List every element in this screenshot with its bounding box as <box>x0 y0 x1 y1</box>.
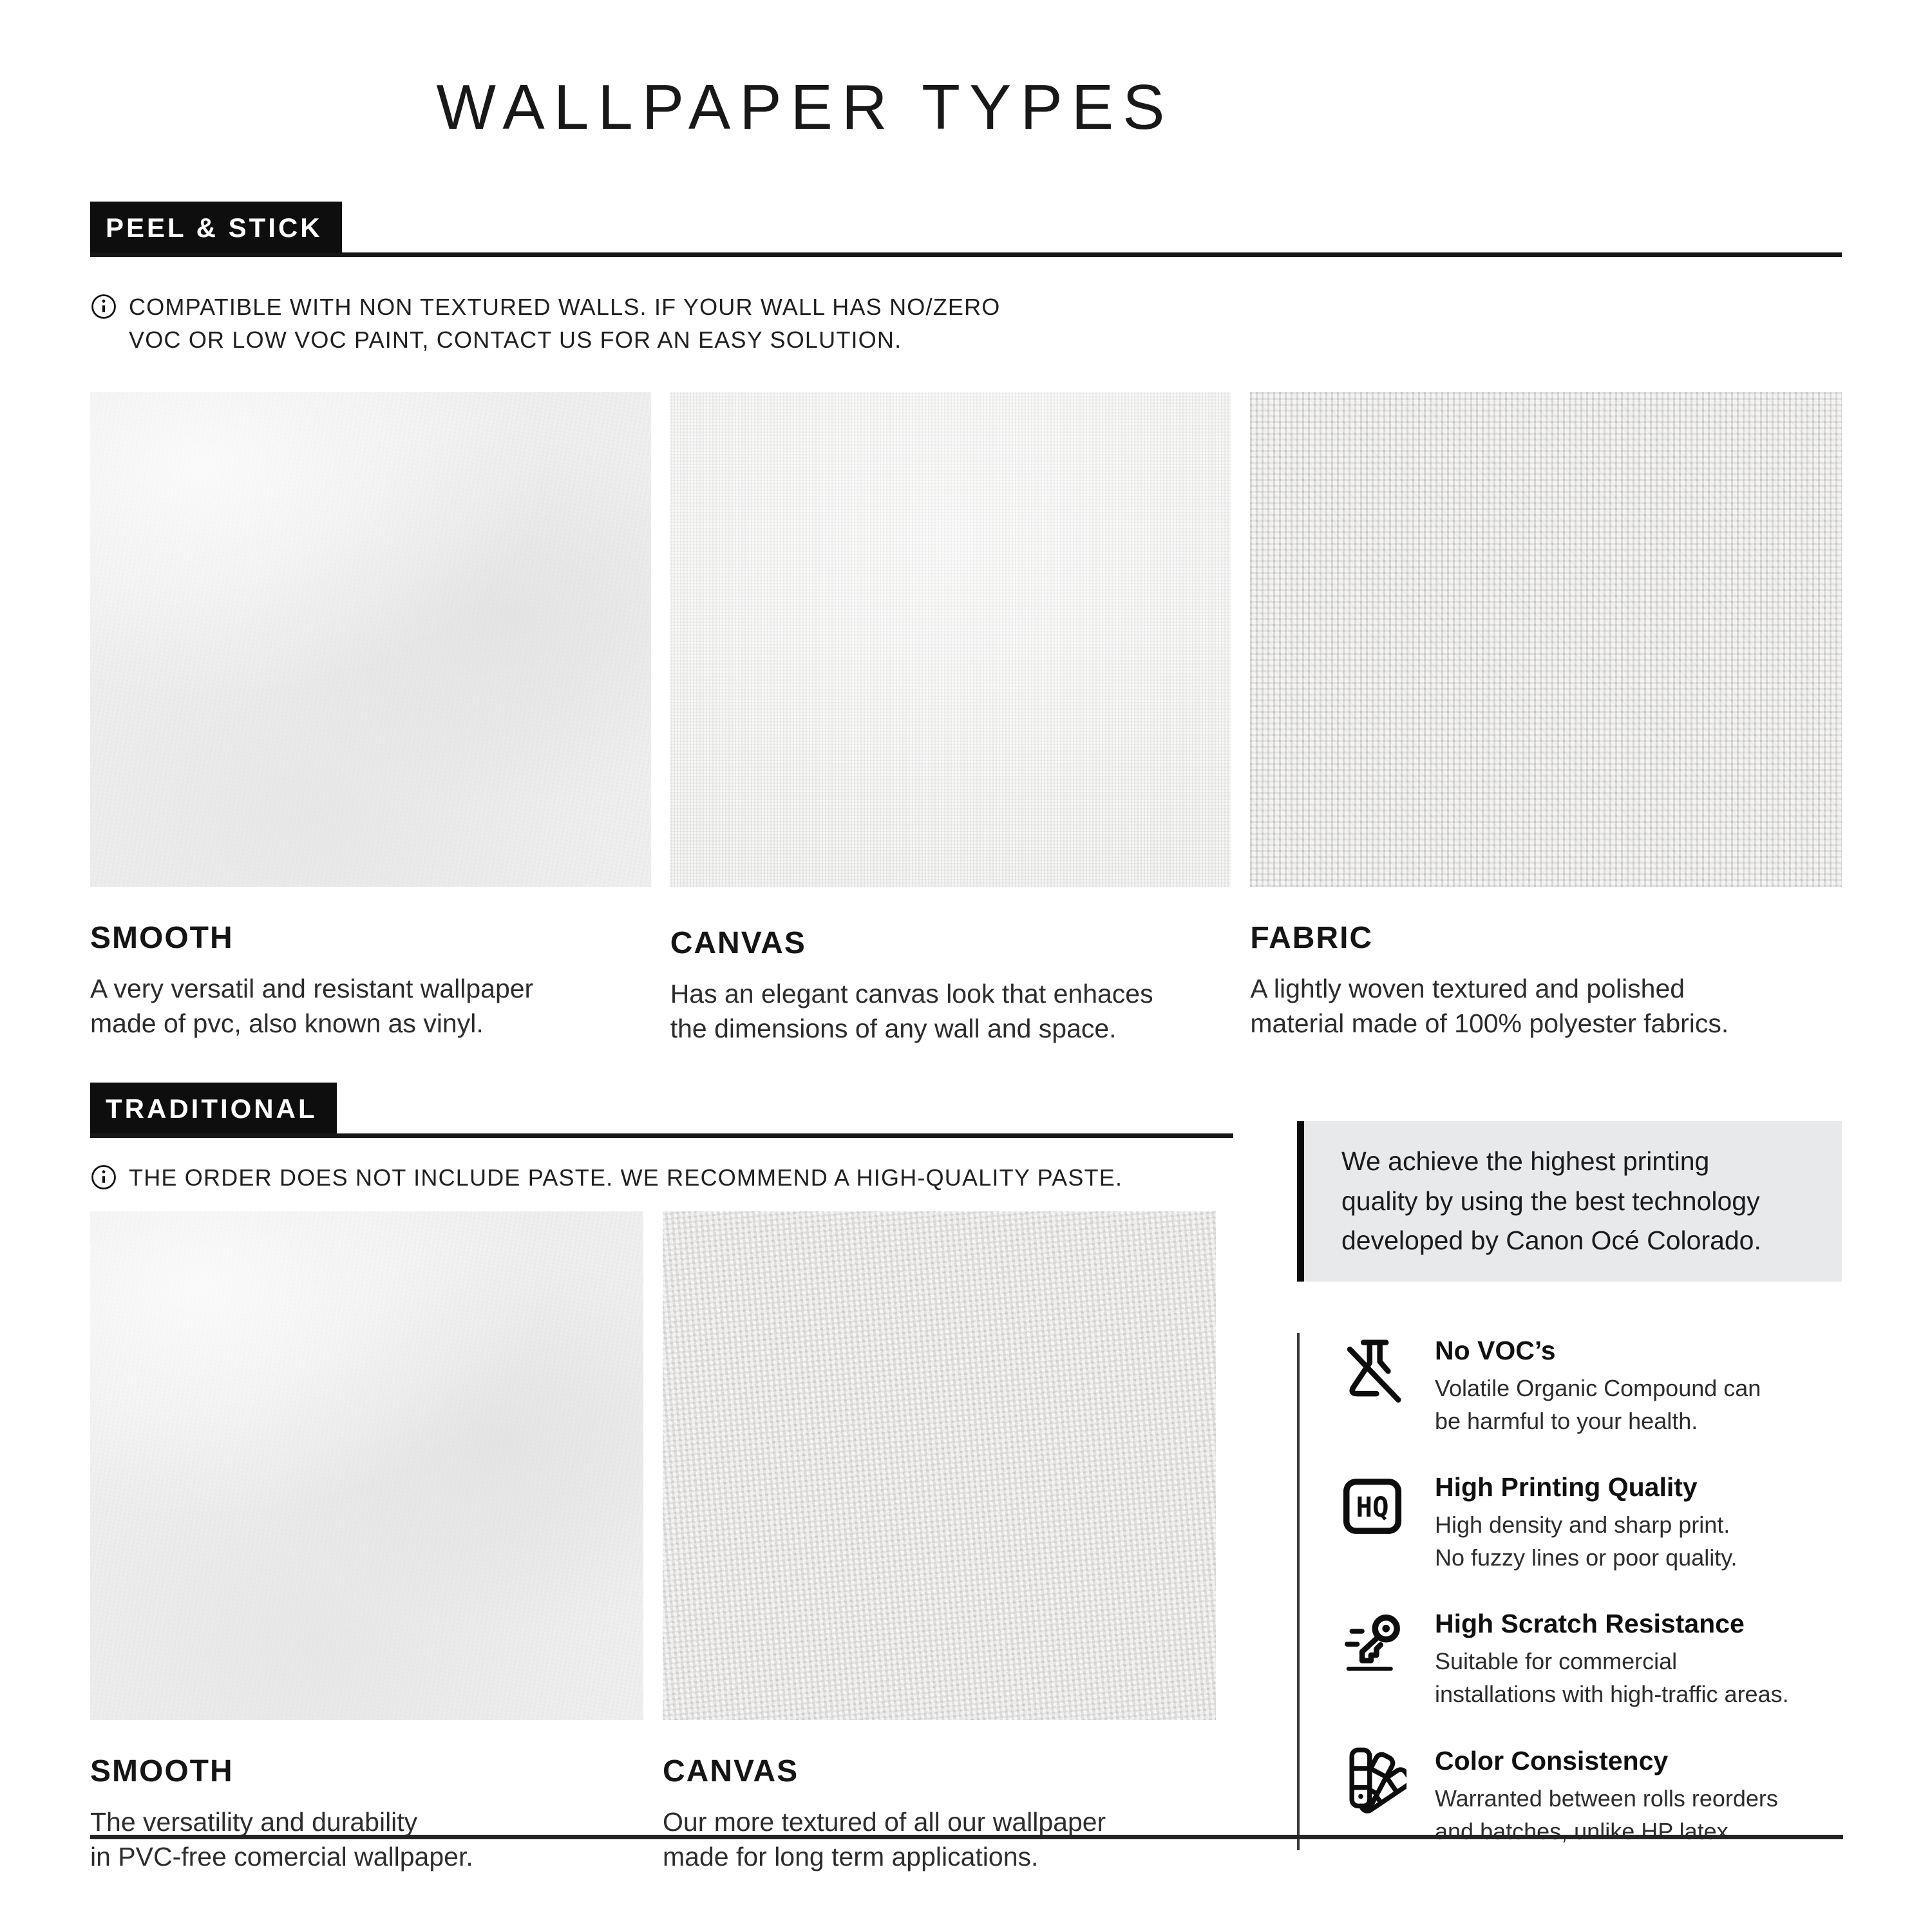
feature-title: No VOC’s <box>1435 1335 1556 1365</box>
feature-text: Volatile Organic Compound can be harmful to your health. <box>1435 1374 1761 1435</box>
swatch-description: A very versatil and resistant wallpaper made of pvc, also known as vinyl. <box>90 974 534 1039</box>
smooth-pvc-free-swatch <box>90 1211 643 1720</box>
traditional-note <box>90 1161 1233 1194</box>
fine-canvas-swatch <box>670 392 1231 887</box>
peel-stick-note <box>90 290 1842 356</box>
feature-body <box>1435 1746 1778 1848</box>
feature-body <box>1435 1336 1761 1437</box>
right-info-column <box>1297 1083 1842 1850</box>
traditional-zone <box>90 1083 1842 1873</box>
peel-stick-swatch-row <box>90 392 1842 1046</box>
color-swatches-icon <box>1338 1746 1406 1814</box>
feature-title: High Printing Quality <box>1435 1472 1698 1502</box>
swatch-title: SMOOTH <box>90 1754 234 1788</box>
swatch-title: CANVAS <box>663 1754 799 1788</box>
info-circle-icon <box>90 1164 117 1191</box>
traditional-left-column <box>90 1083 1233 1873</box>
traditional-canvas-cell <box>663 1211 1216 1874</box>
scratch-key-icon <box>1338 1609 1406 1677</box>
traditional-smooth-cell <box>90 1211 643 1874</box>
woven-fabric-swatch <box>1250 392 1842 887</box>
feature-list <box>1297 1333 1842 1850</box>
feature-color-consistency <box>1338 1746 1842 1848</box>
feature-high-printing-quality <box>1338 1472 1842 1574</box>
hq-badge-icon <box>1338 1472 1406 1540</box>
peel-canvas-cell <box>670 392 1231 1046</box>
printing-quality-callout: We achieve the highest printing quality by using the best technology developed by Canon Océ Colorado. <box>1297 1121 1842 1282</box>
swatch-description: Our more textured of all our wallpaper made for long term applications. <box>663 1806 1106 1871</box>
smooth-vinyl-swatch <box>90 392 651 887</box>
feature-text: Warranted between rolls reorders and batches, unlike HP latex. <box>1435 1785 1778 1844</box>
page-title: WALLPAPER TYPES <box>436 71 1174 142</box>
traditional-note-text: THE ORDER DOES NOT INCLUDE PASTE. WE RECOMMEND A HIGH-QUALITY PASTE. <box>129 1164 1123 1191</box>
feature-body <box>1435 1472 1738 1574</box>
peel-stick-badge: PEEL & STICK <box>90 202 342 252</box>
feature-title: High Scratch Resistance <box>1435 1609 1745 1639</box>
feature-text: High density and sharp print. No fuzzy lines or poor quality. <box>1435 1511 1738 1571</box>
section-header-peel-stick <box>90 202 1842 257</box>
bottom-divider <box>90 1835 1843 1839</box>
traditional-swatch-row <box>90 1211 1216 1874</box>
feature-no-voc <box>1338 1336 1842 1437</box>
coarse-canvas-swatch <box>663 1211 1216 1720</box>
svg-text:HQ: HQ <box>1356 1492 1389 1524</box>
no-voc-flask-icon <box>1338 1336 1406 1404</box>
swatch-description: Has an elegant canvas look that enhaces the dimensions of any wall and space. <box>670 979 1153 1044</box>
swatch-title: FABRIC <box>1250 921 1374 956</box>
swatch-description: The versatility and durability in PVC-free comercial wallpaper. <box>90 1806 473 1871</box>
feature-scratch-resistance <box>1338 1609 1842 1710</box>
feature-text: Suitable for commercial installations with high-traffic areas. <box>1435 1648 1789 1708</box>
section-header-traditional <box>90 1083 1233 1138</box>
peel-fabric-cell <box>1250 392 1842 1046</box>
traditional-badge: TRADITIONAL <box>90 1083 337 1133</box>
peel-stick-note-text: COMPATIBLE WITH NON TEXTURED WALLS. IF YOUR WALL HAS NO/ZERO VOC OR LOW VOC PAINT, CONTACT US FOR AN EASY SOLUTION. <box>129 294 1001 354</box>
peel-smooth-cell <box>90 392 651 1046</box>
swatch-title: SMOOTH <box>90 921 234 956</box>
feature-body <box>1435 1609 1789 1710</box>
feature-title: Color Consistency <box>1435 1745 1669 1776</box>
swatch-title: CANVAS <box>670 926 806 961</box>
info-circle-icon <box>90 293 117 320</box>
swatch-description: A lightly woven textured and polished material made of 100% polyester fabrics. <box>1250 974 1729 1039</box>
